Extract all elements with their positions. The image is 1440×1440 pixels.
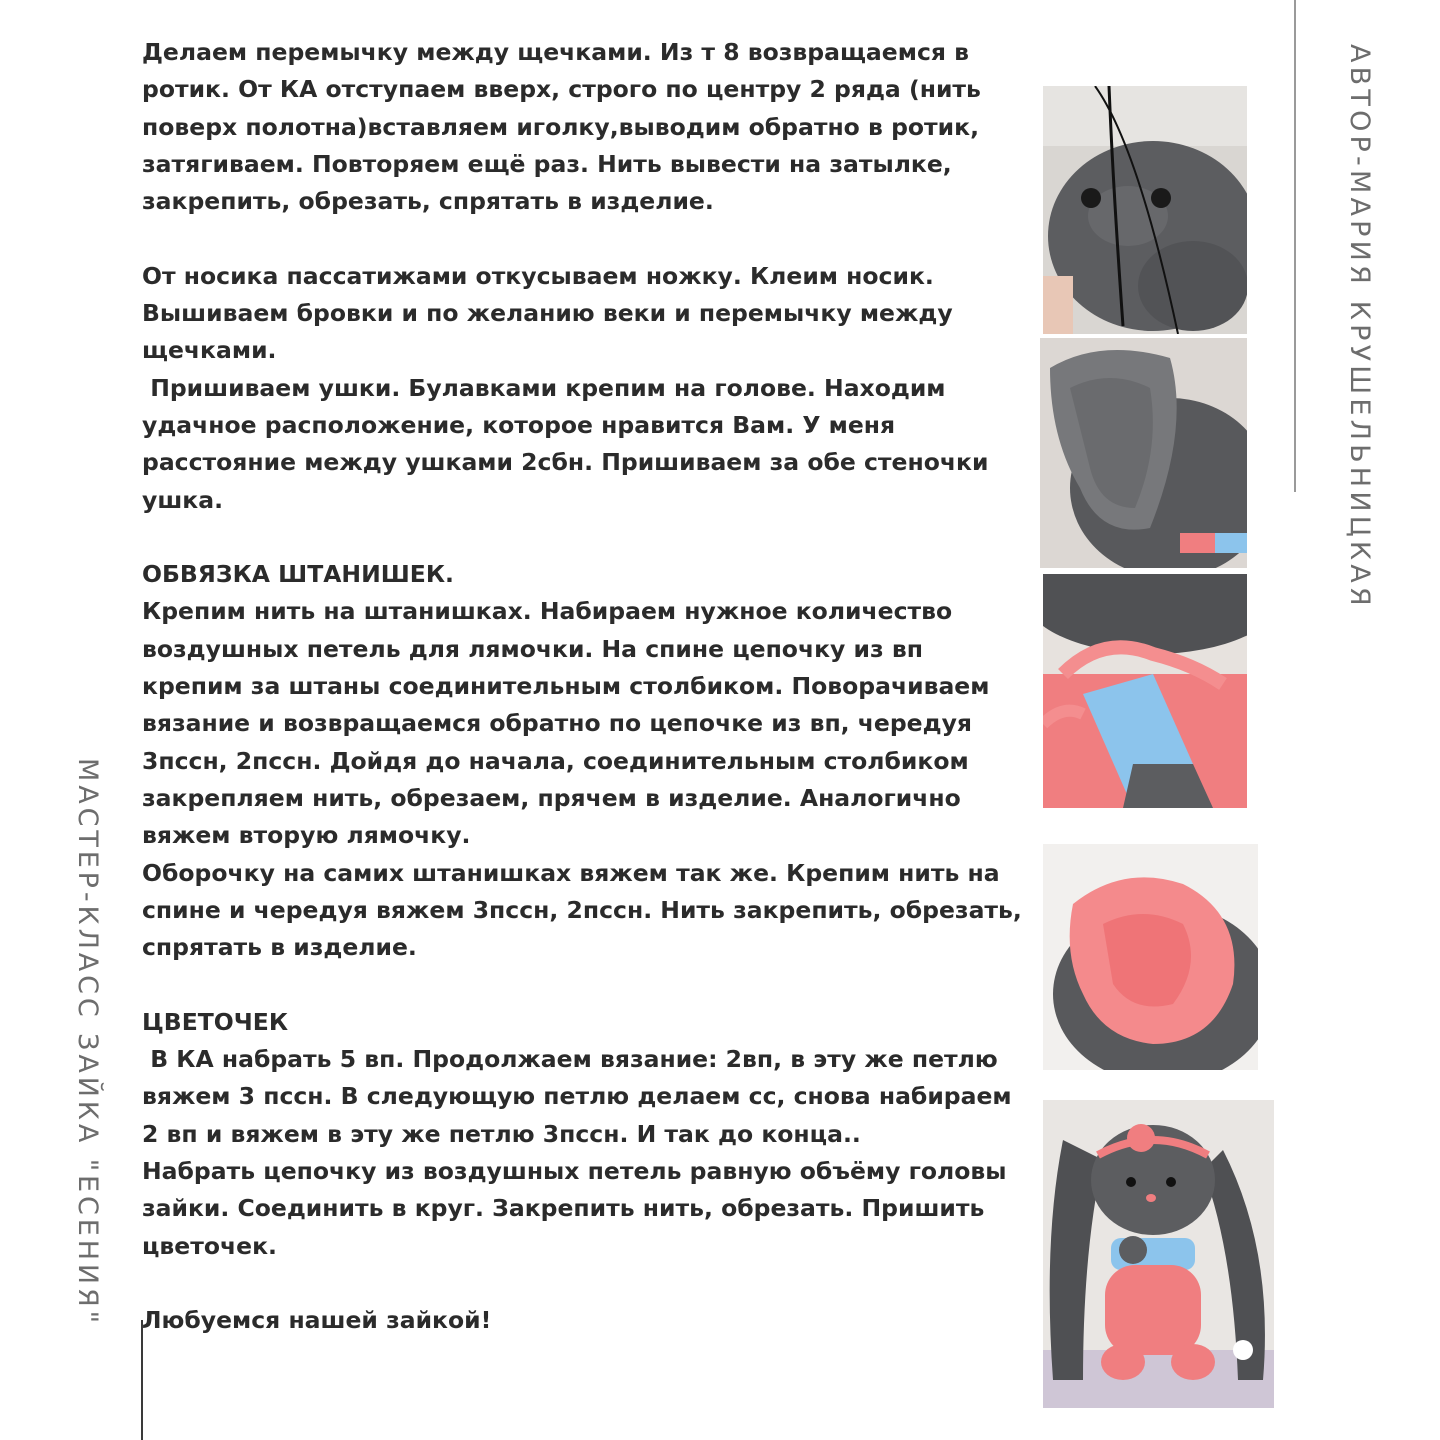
photo-head-with-needle: [1043, 86, 1247, 334]
paragraph-ears: Пришиваем ушки. Булавками крепим на голове. Находим удачное расположение, которое нравится Вам. У меня расстояние между ушками 2сбн. Пришиваем за обе стеночки ушка.: [142, 373, 989, 514]
paragraph-headband: Набрать цепочку из воздушных петель равную объёму головы зайки. Соединить в круг. Закрепить нить, обрезать. Пришить цветочек.: [142, 1156, 1007, 1260]
right-vertical-rule: [1294, 0, 1296, 492]
photo-ruffle: [1043, 844, 1258, 1070]
paragraph-ruffle: Оборочку на самих штанишках вяжем так же. Крепим нить на спине и чередуя вяжем 3пссн, 2пссн. Нить закрепить, обрезать, спрятать в изделие.: [142, 858, 1022, 962]
section-heading-pants: ОБВЯЗКА ШТАНИШЕК.: [142, 560, 454, 589]
paragraph-nose: От носика пассатижами откусываем ножку. Клеим носик. Вышиваем бровки и по желанию веки и перемычку между щечками.: [142, 261, 953, 365]
paragraph-flower: В КА набрать 5 вп. Продолжаем вязание: 2вп, в эту же петлю вяжем 3 пссн. В следующую петлю делаем сс, снова набираем 2 вп и вяжем в эту же петлю 3пссн. И так до конца..: [142, 1045, 1012, 1148]
closing-line: Любуемся нашей зайкой!: [142, 1306, 492, 1335]
master-class-caption: МАСТЕР-КЛАСС ЗАЙКА "ЕСЕНИЯ": [72, 758, 103, 1327]
photo-ear-closeup: [1040, 338, 1247, 568]
author-caption: АВТОР-МАРИЯ КРУШЕЛЬНИЦКАЯ: [1344, 44, 1375, 610]
paragraph-straps: Крепим нить на штанишках. Набираем нужное количество воздушных петель для лямочки. На спине цепочку из вп крепим за штаны соединительным столбиком. Поворачиваем вязание и возвращаемся обратно по цепочке из вп, чередуя 3пссн, 2пссн. Дойдя до начала, соединительным столбиком закрепляем нить, обрезаем, прячем в изделие. Аналогично вяжем вторую лямочку.: [142, 597, 990, 850]
photo-pants-straps: [1043, 574, 1247, 808]
paragraph-cheek-bridge: Делаем перемычку между щечками. Из т 8 возвращаемся в ротик. От КА отступаем вверх, строго по центру 2 ряда (нить поверх полотна)вставляем иголку,выводим обратно в ротик, затягиваем. Повторяем ещё раз. Нить вывести на затылке, закрепить, обрезать, спрятать в изделие.: [142, 38, 981, 216]
photo-finished-bunny: [1043, 1100, 1274, 1408]
instructions-text: [142, 34, 1042, 1339]
section-heading-flower: ЦВЕТОЧЕК: [142, 1007, 289, 1036]
